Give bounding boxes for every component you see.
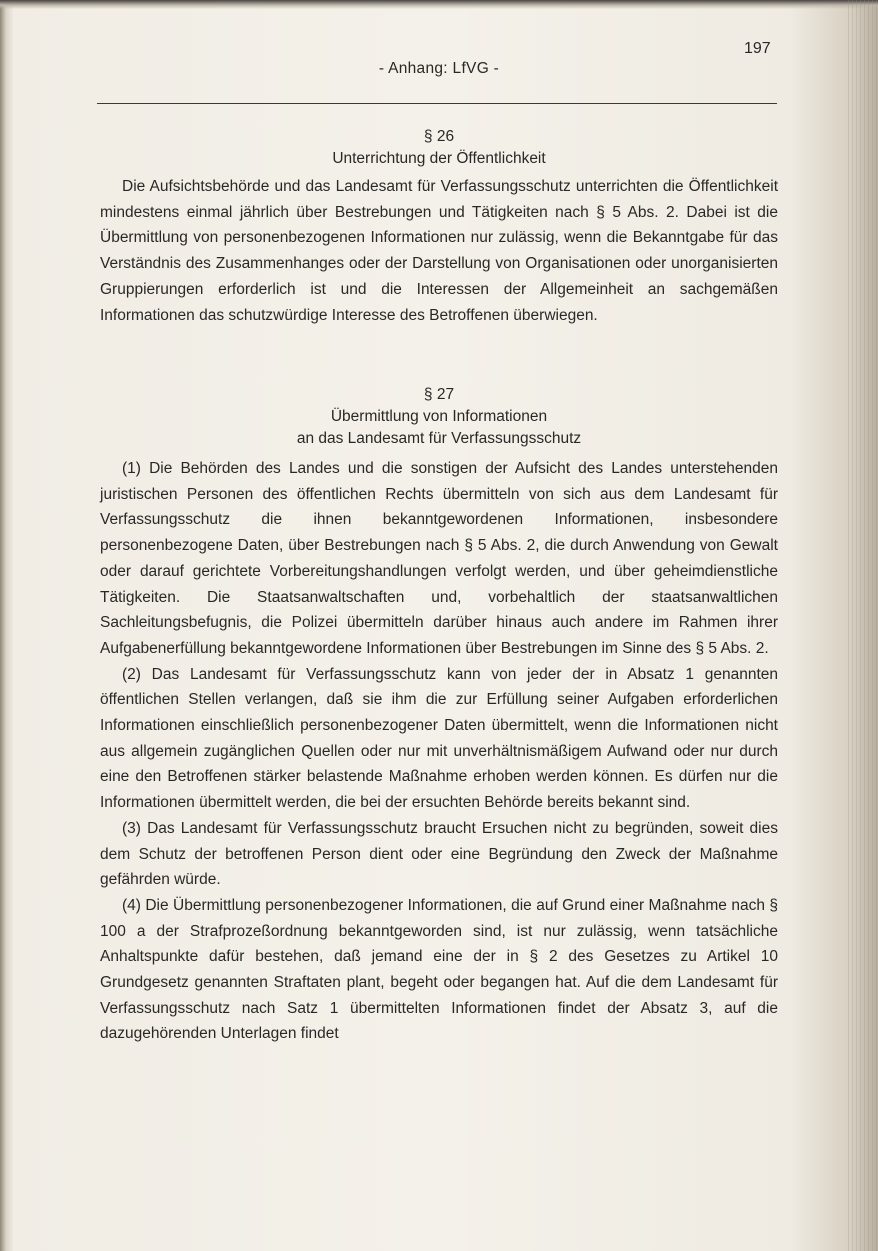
section-27-paragraph-1: (1) Die Behörden des Landes und die sonstigen der Aufsicht des Landes unterstehenden juristischen Personen des öffentlichen Rechts übermitteln von sich aus dem Landesamt für Verfassungsschutz die ihnen bekanntgewordenen Informationen, insbesondere personenbezogene Daten, über Bestrebungen nach § 5 Abs. 2, die durch Anwendung von Gewalt oder darauf gerichtete Vorbereitungshandlungen verfolgt werden, und über geheimdienstliche Tätigkeiten. Die Staatsanwaltschaften und, vorbehaltlich der staatsanwaltlichen Sachleitungsbefugnis, die Polizei übermitteln darüber hinaus auch andere im Rahmen ihrer Aufgabenerfüllung bekanntgewordene Informationen über Bestrebungen im Sinne des § 5 Abs. 2.	[100, 460, 778, 657]
page-number: 197	[744, 40, 771, 57]
header-rule	[97, 103, 777, 104]
running-title: - Anhang: LfVG -	[378, 60, 500, 77]
section-27-title-line2: an das Landesamt für Verfassungsschutz	[296, 430, 582, 447]
section-26-heading	[100, 126, 778, 170]
section-27-number: § 27	[423, 386, 455, 403]
section-26-body	[100, 174, 778, 328]
section-27-paragraph-4: (4) Die Übermittlung personenbezogener Informationen, die auf Grund einer Maßnahme nach § 100 a der Strafprozeßordnung bekanntgeworden sind, ist nur zulässig, wenn tatsächliche Anhaltspunkte dafür bestehen, daß jemand eine der in § 2 des Gesetzes zu Artikel 10 Grundgesetz genannten Straftaten plant, begeht oder begangen hat. Auf die dem Landesamt für Verfassungsschutz nach Satz 1 übermittelten Informationen findet der Absatz 3, auf die dazugehörenden Unterlagen findet	[100, 896, 778, 1043]
section-26-number: § 26	[423, 128, 455, 145]
section-27-title-line1: Übermittlung von Informationen	[330, 408, 548, 425]
section-27-body	[100, 456, 778, 1047]
section-26-paragraph: Die Aufsichtsbehörde und das Landesamt für Verfassungsschutz unterrichten die Öffentlichkeit mindestens einmal jährlich über Bestrebungen und Tätigkeiten nach § 5 Abs. 2. Dabei ist die Übermittlung von personenbezogenen Informationen nur zulässig, wenn die Bekanntgabe für das Verständnis des Zusammenhanges oder der Darstellung von Organisationen oder unorganisierten Gruppierungen erforderlich ist und die Interessen der Allgemeinheit an sachgemäßen Informationen das schutzwürdige Interesse des Betroffenen überwiegen.	[100, 178, 778, 324]
section-27-paragraph-3: (3) Das Landesamt für Verfassungsschutz braucht Ersuchen nicht zu begründen, soweit dies dem Schutz der betroffenen Person dient oder eine Begründung den Zweck der Maßnahme gefährden würde.	[100, 819, 778, 889]
section-26-title: Unterrichtung der Öffentlichkeit	[332, 150, 546, 167]
section-27-paragraph-2: (2) Das Landesamt für Verfassungsschutz kann von jeder der in Absatz 1 genannten öffentlichen Stellen verlangen, daß sie ihm die zur Erfüllung seiner Aufgaben erforderlichen Informationen einschließlich personenbezogener Daten übermittelt, wenn die Informationen nicht aus allgemein zugänglichen Quellen oder nur mit unverhältnismäßigem Aufwand oder nur durch eine den Betroffenen stärker belastende Maßnahme erhoben werden können. Es dürfen nur die Informationen übermittelt werden, die bei der ersuchten Behörde bereits bekannt sind.	[100, 665, 778, 812]
page-edge-shadow	[848, 0, 878, 1251]
section-27-heading	[100, 384, 778, 450]
